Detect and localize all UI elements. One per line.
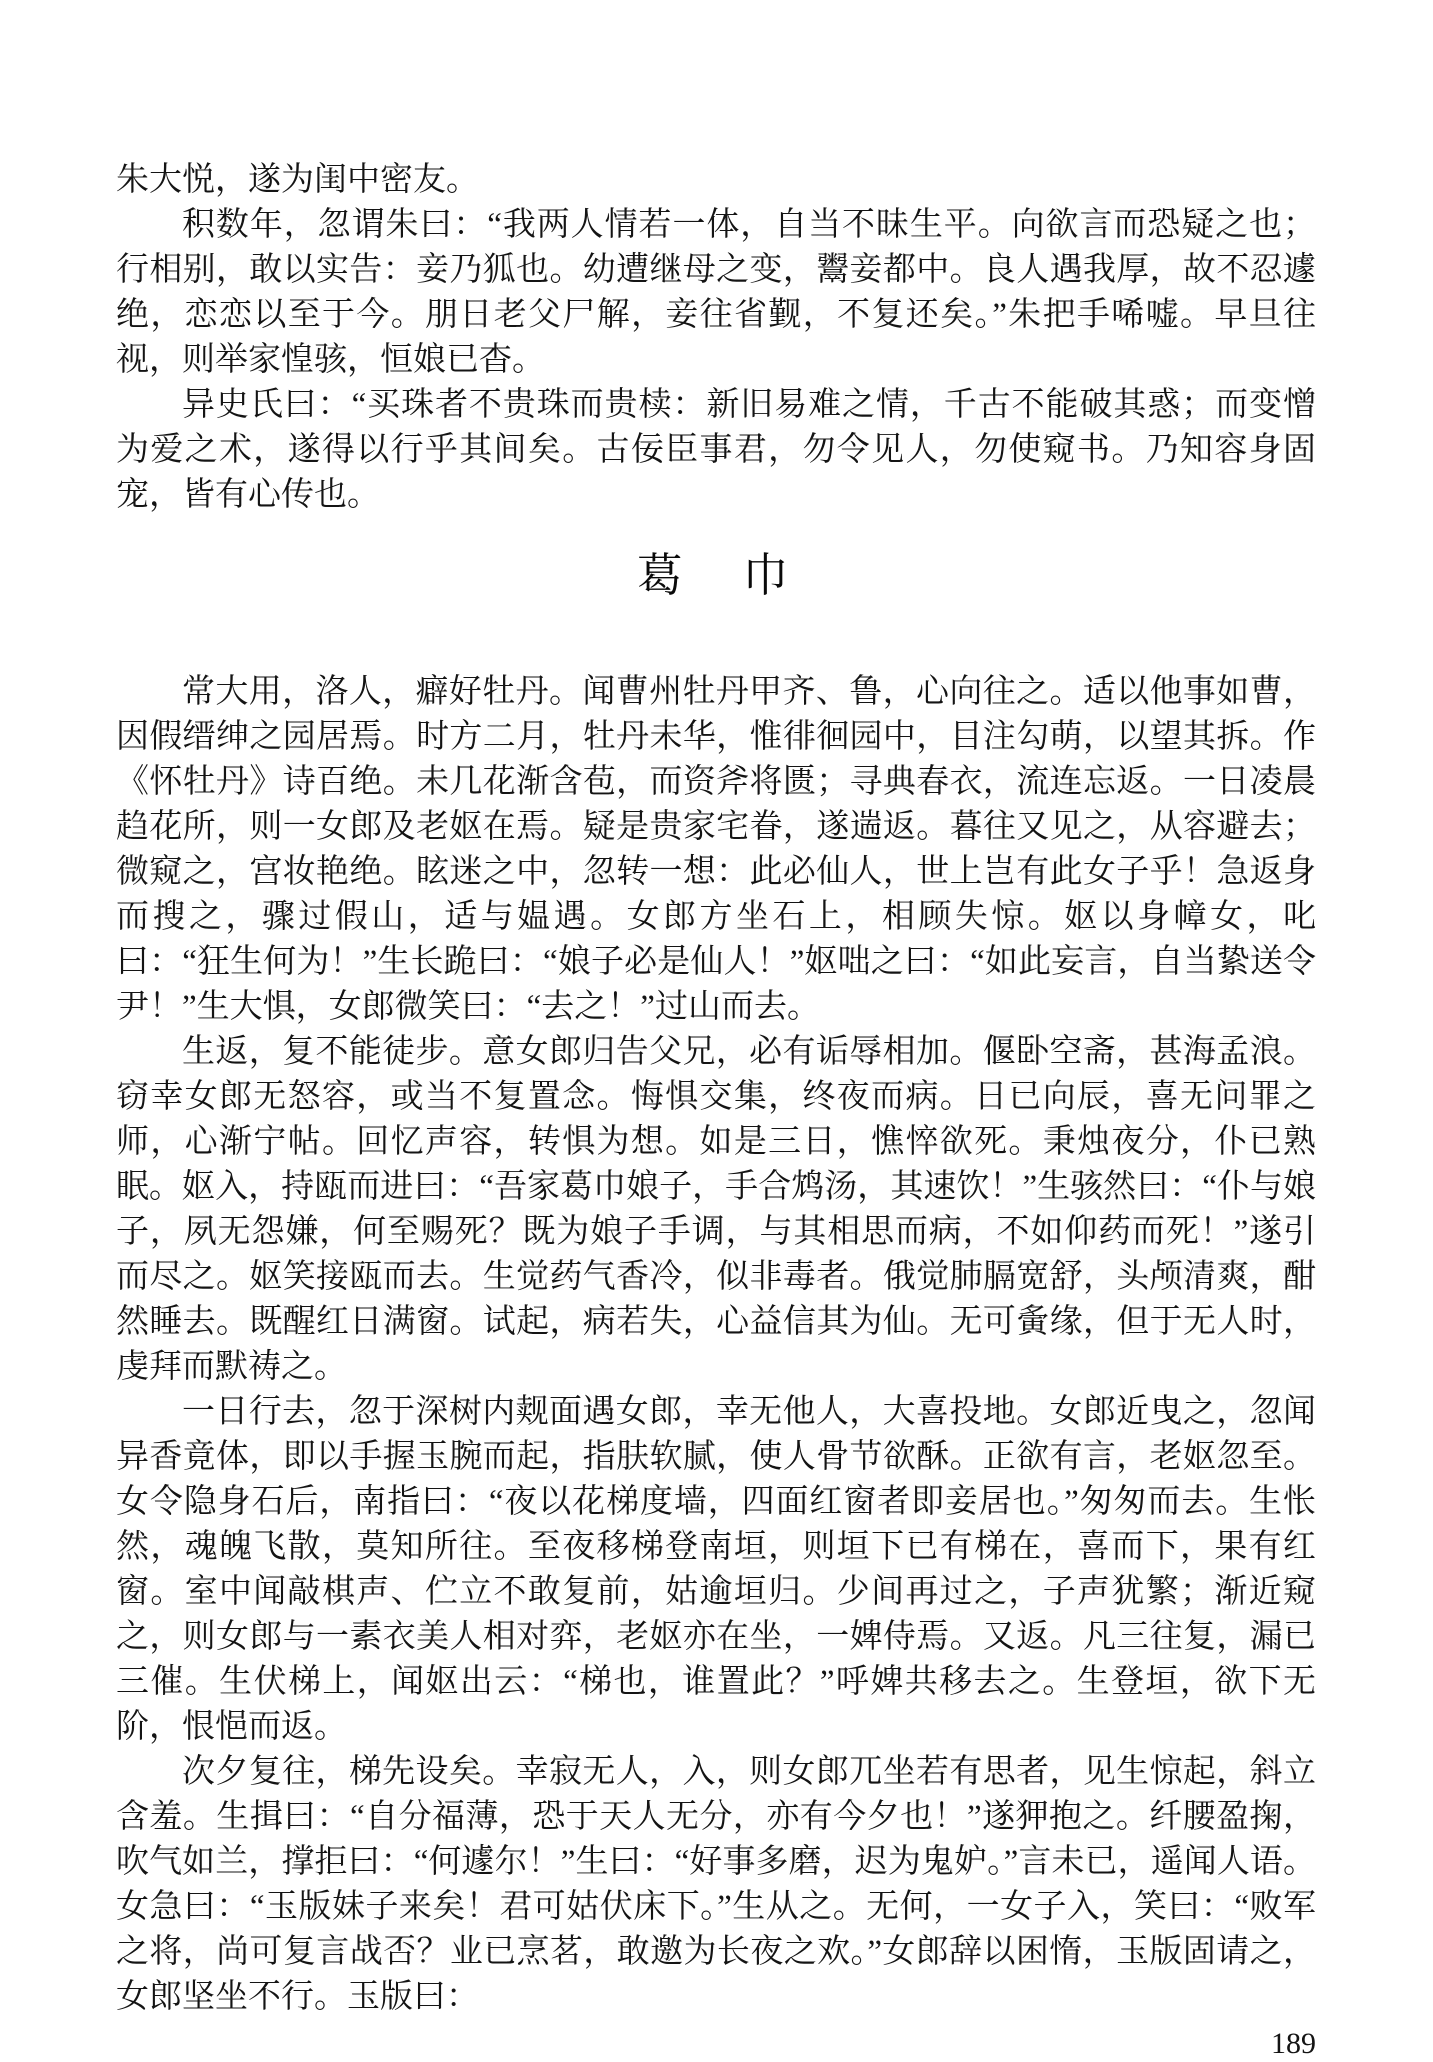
paragraph: 一日行去，忽于深树内觌面遇女郎，幸无他人，大喜投地。女郎近曳之，忽闻异香竟体，即以手握玉腕而起，指肤软腻，使人骨节欲酥。正欲有言，老妪忽至。女令隐身石后，南指曰：“夜以花梯度墙，四面红窗者即妾居也。”匆匆而去。生怅然，魂魄飞散，莫知所往。至夜移梯登南垣，则垣下已有梯在，喜而下，果有红窗。室中闻敲棋声、伫立不敢复前，姑逾垣归。少间再过之，子声犹繁；渐近窥之，则女郎与一素衣美人相对弈，老妪亦在坐，一婢侍焉。又返。凡三往复，漏已三催。生伏梯上，闻妪出云：“梯也，谁置此？”呼婢共移去之。生登垣，欲下无阶，恨悒而返。	[116, 1394, 1316, 1745]
paragraph: 异史氏曰：“买珠者不贵珠而贵椟：新旧易难之情，千古不能破其惑；而变憎为爱之术，遂得以行乎其间矣。古佞臣事君，勿令见人，勿使窥书。乃知容身固宠，皆有心传也。	[116, 387, 1316, 513]
paragraph: 积数年，忽谓朱曰：“我两人情若一体，自当不昧生平。向欲言而恐疑之也；行相别，敢以实告：妾乃狐也。幼遭继母之变，鬻妾都中。良人遇我厚，故不忍遽绝，恋恋以至于今。朋日老父尸解，妾往省觐，不复还矣。”朱把手唏嘘。早旦往视，则举家惶骇，恒娘已杳。	[116, 207, 1316, 378]
page-number: 189	[1271, 2027, 1316, 2060]
story-title: 葛 巾	[636, 550, 796, 601]
paragraph: 次夕复往，梯先设矣。幸寂无人，入，则女郎兀坐若有思者，见生惊起，斜立含羞。生揖曰：“自分福薄，恐于天人无分，亦有今夕也！”遂狎抱之。纤腰盈掬，吹气如兰，撑拒曰：“何遽尔！”生曰：“好事多磨，迟为鬼妒。”言未已，遥闻人语。女急曰：“玉版妹子来矣！君可姑伏床下。”生从之。无何，一女子入，笑曰：“败军之将，尚可复言战否？业已烹茗，敢邀为长夜之欢。”女郎辞以困惰，玉版固请之，女郎坚坐不行。玉版曰：	[116, 1754, 1316, 2015]
paragraph: 生返，复不能徒步。意女郎归告父兄，必有诟辱相加。偃卧空斋，甚海孟浪。窃幸女郎无怒容，或当不复置念。悔惧交集，终夜而病。日已向辰，喜无问罪之师，心渐宁帖。回忆声容，转惧为想。如是三日，憔悴欲死。秉烛夜分，仆已熟眠。妪入，持瓯而进曰：“吾家葛巾娘子，手合鸩汤，其速饮！”生骇然曰：“仆与娘子，夙无怨嫌，何至赐死？既为娘子手调，与其相思而病，不如仰药而死！”遂引而尽之。妪笑接瓯而去。生觉药气香冷，似非毒者。俄觉肺膈宽舒，头颅清爽，酣然睡去。既醒红日满窗。试起，病若失，心益信其为仙。无可夤缘，但于无人时，虔拜而默祷之。	[116, 1034, 1316, 1385]
page-content	[116, 0, 1316, 2062]
paragraph: 常大用，洛人，癖好牡丹。闻曹州牡丹甲齐、鲁，心向往之。适以他事如曹，因假缙绅之园居焉。时方二月，牡丹未华，惟徘徊园中，目注勾萌，以望其拆。作《怀牡丹》诗百绝。未几花渐含苞，而资斧将匮；寻典春衣，流连忘返。一日凌晨趋花所，则一女郎及老妪在焉。疑是贵家宅眷，遂遄返。暮往又见之，从容避去；微窥之，宫妆艳绝。眩迷之中，忽转一想：此必仙人，世上岂有此女子乎！急返身而搜之，骤过假山，适与媪遇。女郎方坐石上，相顾失惊。妪以身幛女，叱曰：“狂生何为！”生长跪曰：“娘子必是仙人！”妪咄之曰：“如此妄言，自当絷送令尹！”生大惧，女郎微笑曰：“去之！”过山而去。	[116, 674, 1316, 1025]
paragraph: 朱大悦，遂为闺中密友。	[116, 162, 479, 198]
